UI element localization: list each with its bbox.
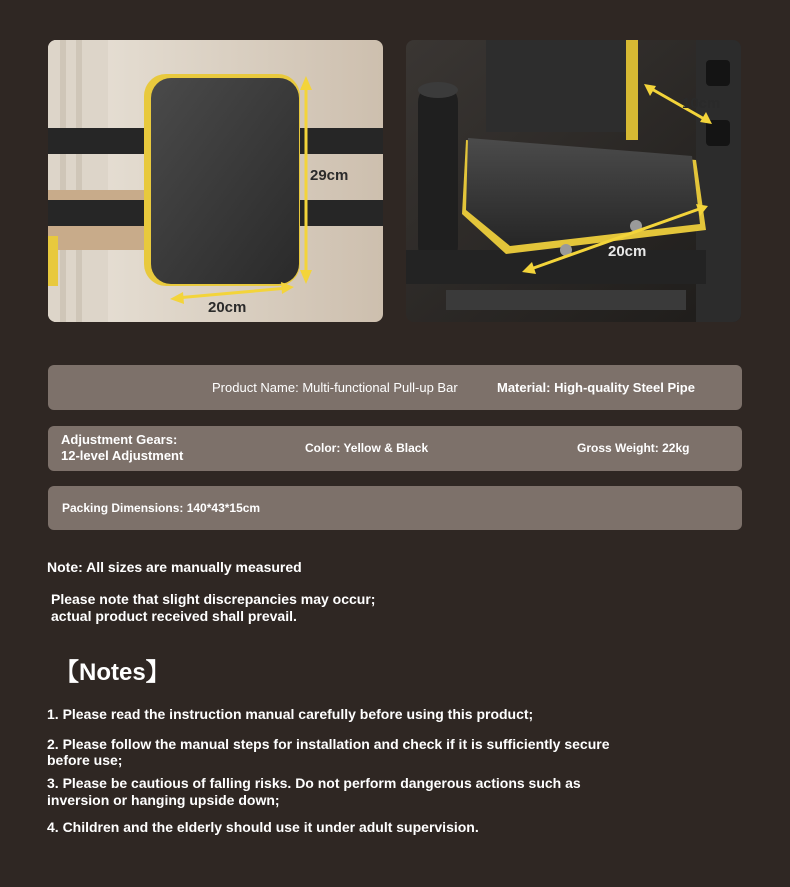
spec-row-product (48, 365, 742, 410)
notes-item-2: 2. Please follow the manual steps for installation and check if it is sufficiently secure (47, 736, 610, 752)
seat-height-label: 29cm (310, 167, 349, 184)
notes-item-3: 3. Please be cautious of falling risks. Do not perform dangerous actions such as (47, 775, 581, 791)
notes-item-1: 1. Please read the instruction manual carefully before using this product; (47, 706, 534, 722)
note-measure: Note: All sizes are manually measured (47, 559, 302, 575)
notes-item-2-cont: before use; (47, 752, 123, 768)
gross-weight-spec: Gross Weight: 22kg (577, 441, 690, 455)
product-name: Product Name: Multi-functional Pull-up Bar (212, 380, 458, 395)
note-discrepancy: Please note that slight discrepancies may occur; (51, 591, 376, 607)
product-photo-seat (406, 40, 741, 322)
notes-item-3-cont: inversion or hanging upside down; (47, 792, 280, 808)
color-spec: Color: Yellow & Black (305, 441, 429, 455)
depth-label: 10cm (682, 95, 721, 112)
seat-width-right-label: 20cm (608, 243, 647, 260)
note-prevail: actual product received shall prevail. (51, 608, 297, 624)
notes-title: 【Notes】 (55, 659, 170, 686)
adjustment-gears-value: 12-level Adjustment (61, 448, 184, 463)
adjustment-gears-label: Adjustment Gears: (61, 432, 178, 447)
seat-width-label: 20cm (208, 299, 247, 316)
product-photo-back-pad (48, 40, 383, 322)
spec-row-details (48, 426, 742, 471)
material: Material: High-quality Steel Pipe (497, 380, 695, 395)
spec-row-packing (48, 486, 742, 530)
packing-dimensions: Packing Dimensions: 140*43*15cm (62, 501, 261, 515)
notes-item-4: 4. Children and the elderly should use it under adult supervision. (47, 819, 479, 835)
